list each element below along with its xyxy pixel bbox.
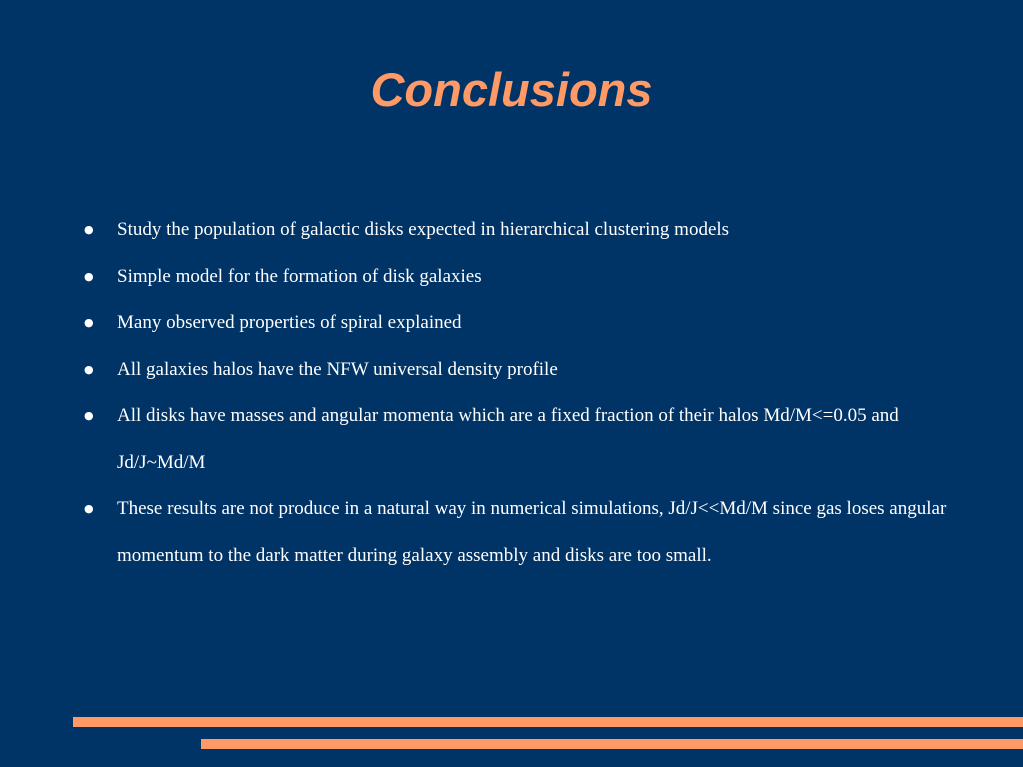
decorative-bar-top [73, 717, 1023, 727]
bullet-item [0, 254, 1023, 301]
bullet-dot-icon: ● [84, 223, 94, 236]
decorative-bar-bottom [201, 739, 1023, 749]
bullet-item [0, 486, 1023, 579]
bullet-dot-icon: ● [84, 269, 94, 283]
bullet-item [0, 347, 1023, 394]
bullet-dot-icon: ● [84, 362, 94, 376]
bullet-text: All disks have masses and angular momenta which are a fixed fraction of their halos Md/M<=0.05 and Jd/J~Md/M [117, 405, 899, 473]
bullet-text: All galaxies halos have the NFW universal density profile [117, 358, 558, 380]
bullet-item [0, 393, 1023, 486]
bullet-text: Study the population of galactic disks expected in hierarchical clustering models [117, 219, 730, 240]
slide-title: Conclusions [370, 63, 653, 116]
bullet-dot-icon: ● [84, 502, 94, 515]
bullet-item [0, 300, 1023, 347]
bullet-text: These results are not produce in a natural way in numerical simulations, Jd/J<<Md/M since gas loses angular momentum to the dark matter during galaxy assembly and disks are too small. [117, 498, 947, 566]
bullet-dot-icon: ● [84, 316, 94, 329]
bullet-text: Simple model for the formation of disk galaxies [117, 265, 482, 287]
bullet-text: Many observed properties of spiral explained [117, 312, 462, 333]
bullet-list [0, 207, 1023, 579]
bullet-item [0, 207, 1023, 254]
bullet-dot-icon: ● [84, 409, 94, 422]
